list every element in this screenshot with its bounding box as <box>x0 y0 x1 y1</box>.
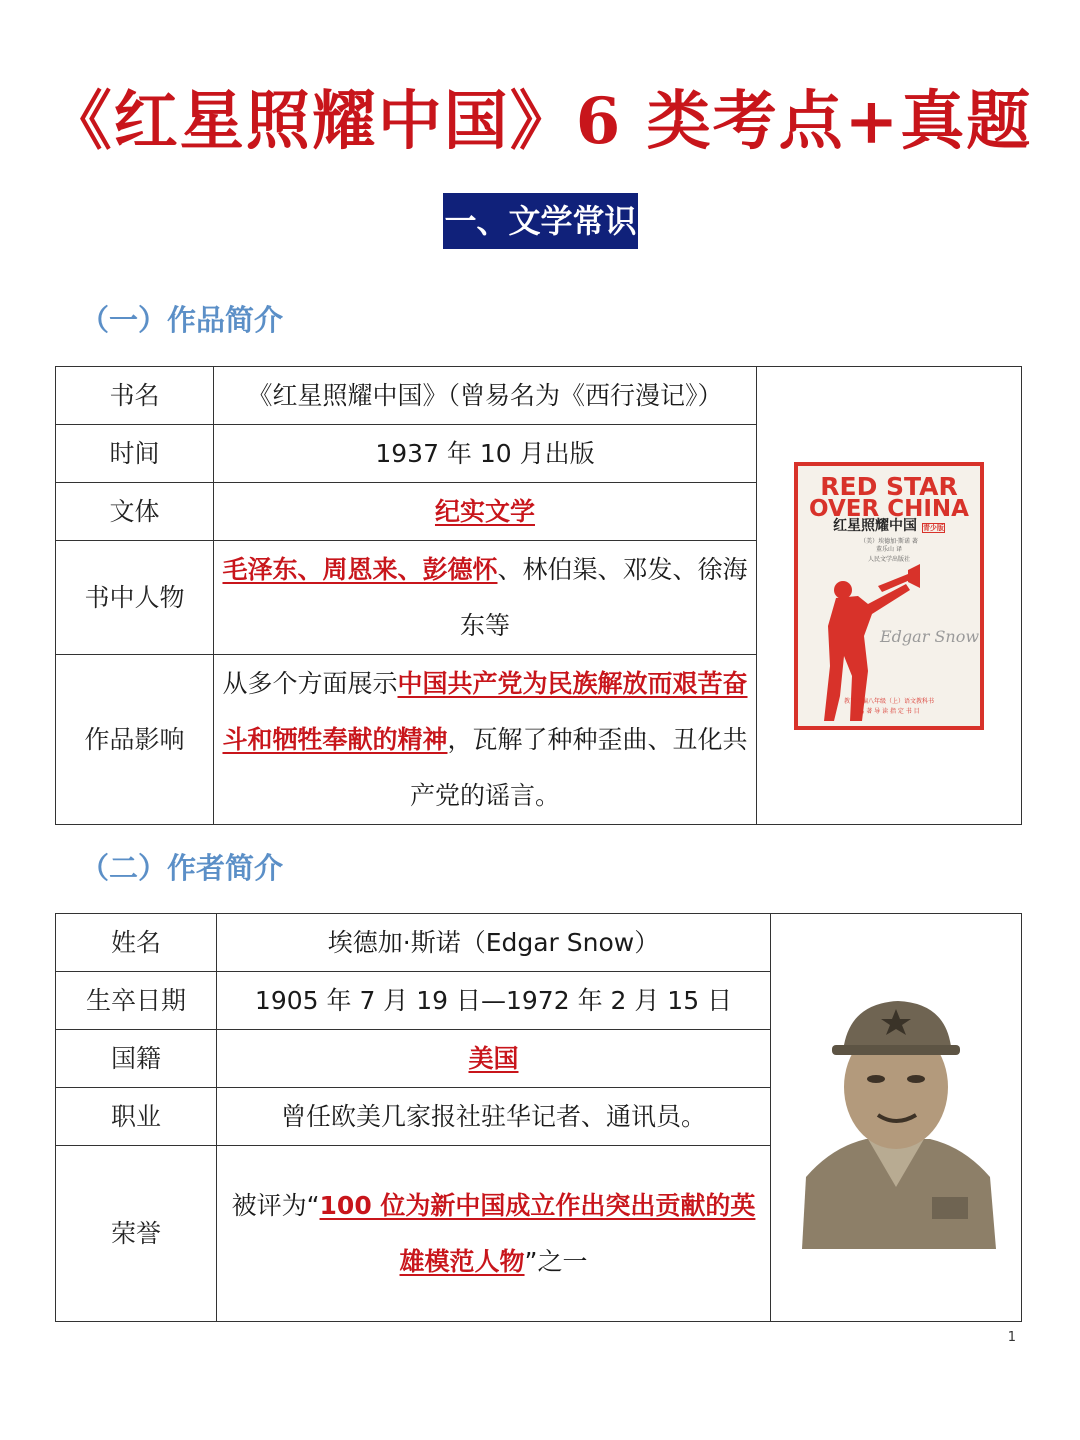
value-genre <box>214 483 757 541</box>
highlight-genre: 纪实文学 <box>434 496 535 526</box>
cover-footer-line2: 名 著 导 读 指 定 书 目 <box>858 707 920 715</box>
label-genre: 文体 <box>56 483 214 541</box>
highlight-influence: 中国共产党为民族解放而艰苦奋斗和牺牲奉献的精神 <box>222 668 748 754</box>
table-row <box>56 914 1022 972</box>
value-name: 埃德加·斯诺（Edgar Snow） <box>217 914 771 972</box>
highlight-honor: 100 位为新中国成立作出突出贡献的英雄模范人物 <box>319 1190 756 1276</box>
cover-translator-line: 董乐山 译 <box>876 545 902 553</box>
highlight-nationality: 美国 <box>468 1043 519 1073</box>
label-honor: 荣誉 <box>56 1146 217 1322</box>
section-heading-literary-knowledge: 一、文学常识 <box>443 193 638 249</box>
table-row <box>56 367 1022 425</box>
work-intro-table <box>55 366 1022 825</box>
honor-suffix: ”之一 <box>524 1246 588 1276</box>
cover-edition-tag: 青少版 <box>922 523 944 532</box>
highlight-characters: 毛泽东、周恩来、彭德怀 <box>222 554 498 584</box>
author-portrait-icon <box>792 987 1000 1249</box>
influence-suffix: ，瓦解了种种歪曲、丑化共产党的谣言。 <box>409 724 748 810</box>
author-intro-table <box>55 913 1022 1322</box>
honor-prefix: 被评为“ <box>231 1190 320 1220</box>
book-cover-image <box>794 462 984 730</box>
cover-title-en-line1: RED STAR <box>820 471 958 501</box>
value-characters <box>214 541 757 655</box>
subheading-author-intro: （二）作者简介 <box>80 851 284 885</box>
cover-footer-line1: 教育部编八年级（上）语文教科书 <box>843 697 934 705</box>
label-name: 姓名 <box>56 914 217 972</box>
cover-publisher: 人民文学出版社 <box>867 555 910 563</box>
label-influence: 作品影响 <box>56 655 214 825</box>
label-time: 时间 <box>56 425 214 483</box>
author-portrait-cell <box>771 914 1022 1322</box>
value-dates: 1905 年 7 月 19 日—1972 年 2 月 15 日 <box>217 972 771 1030</box>
characters-rest: 、林伯渠、邓发、徐海东等 <box>459 554 748 640</box>
value-honor <box>217 1146 771 1322</box>
cover-author-line: （美）埃德加·斯诺 著 <box>860 537 918 545</box>
cover-title-cn: 红星照耀中国 青少版 <box>833 517 944 534</box>
value-time: 1937 年 10 月出版 <box>214 425 757 483</box>
page-number: 1 <box>1007 1330 1016 1345</box>
label-characters: 书中人物 <box>56 541 214 655</box>
value-book-title: 《红星照耀中国》（曾易名为《西行漫记》） <box>214 367 757 425</box>
cover-signature: Edgar Snow <box>880 626 980 646</box>
value-influence <box>214 655 757 825</box>
influence-prefix: 从多个方面展示 <box>222 668 398 698</box>
label-dates: 生卒日期 <box>56 972 217 1030</box>
subheading-work-intro: （一）作品简介 <box>80 303 284 337</box>
bugler-silhouette-icon <box>798 466 980 726</box>
value-job: 曾任欧美几家报社驻华记者、通讯员。 <box>217 1088 771 1146</box>
label-nationality: 国籍 <box>56 1030 217 1088</box>
page-title: 《红星照耀中国》6 类考点+真题 <box>47 84 1033 159</box>
book-cover-cell <box>757 367 1022 825</box>
cover-title-en-line2: OVER CHINA <box>809 495 969 522</box>
label-book-title: 书名 <box>56 367 214 425</box>
value-nationality <box>217 1030 771 1088</box>
label-job: 职业 <box>56 1088 217 1146</box>
author-portrait-image <box>792 987 1000 1249</box>
